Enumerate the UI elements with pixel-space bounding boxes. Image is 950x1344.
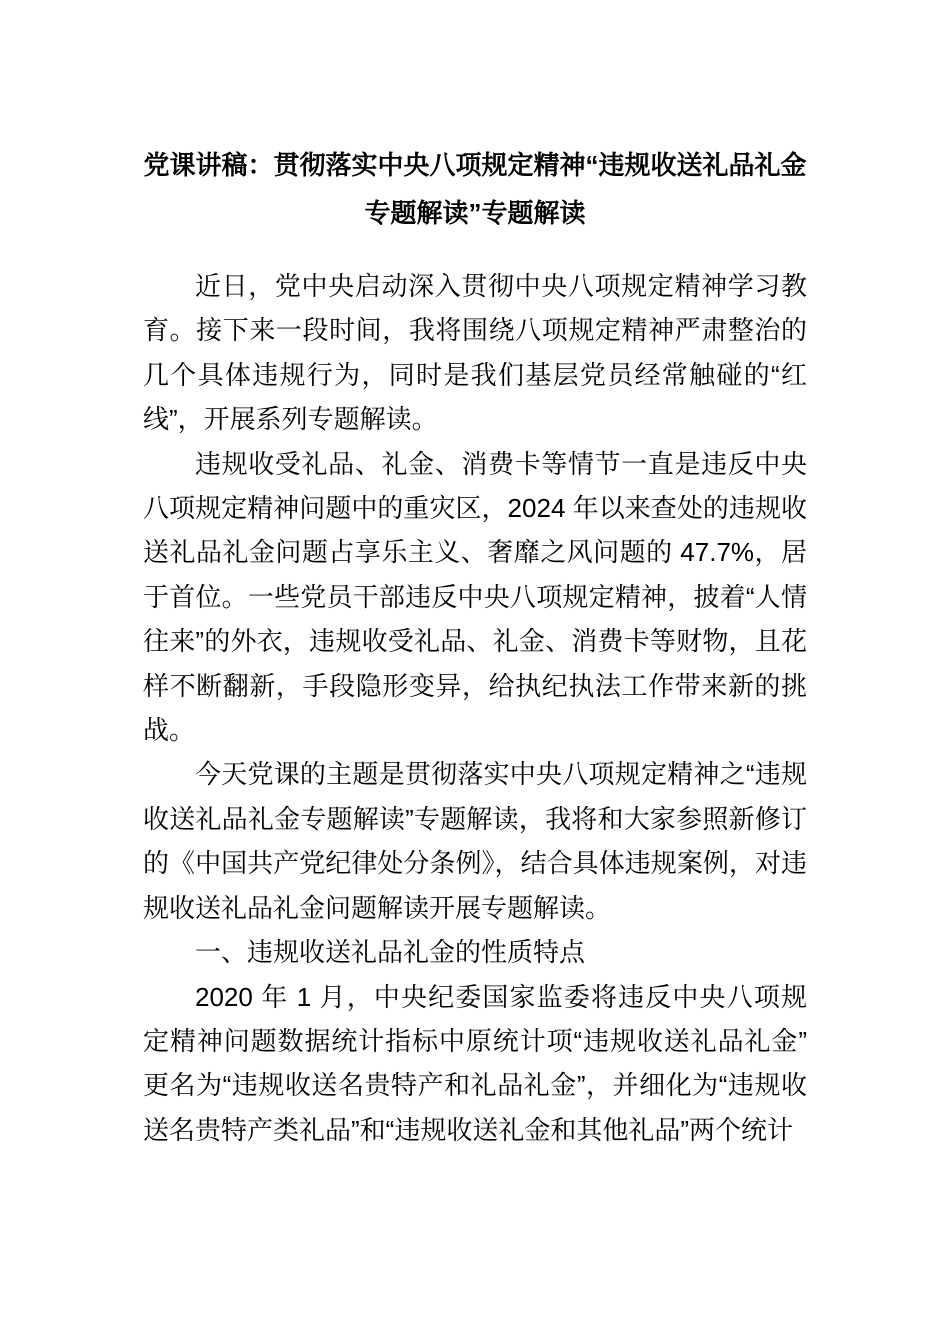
paragraph: 违规收受礼品、礼金、消费卡等情节一直是违反中央八项规定精神问题中的重灾区，2024 年以来查处的违规收送礼品礼金问题占享乐主义、奢靡之风问题的 47.7%，居于首位。一些党员干部违反中央八项规定精神，披着“人情往来”的外衣，违规收受礼品、礼金、消费卡等财物，且花样不断翻新，手段隐形变异，给执纪执法工作带来新的挑战。 [143, 448, 807, 746]
paragraph: 今天党课的主题是贯彻落实中央八项规定精神之“违规收送礼品礼金专题解读”专题解读，我将和大家参照新修订的《中国共产党纪律处分条例》，结合具体违规案例，对违规收送礼品礼金问题解读开展专题解读。 [143, 759, 807, 923]
paragraph: 近日，党中央启动深入贯彻中央八项规定精神学习教育。接下来一段时间，我将围绕八项规定精神严肃整治的几个具体违规行为，同时是我们基层党员经常触碰的“红线”，开展系列专题解读。 [143, 271, 807, 435]
document-title [129, 141, 821, 237]
paragraph: 2020 年 1 月，中央纪委国家监委将违反中央八项规定精神问题数据统计指标中原统计项“违规收送礼品礼金”更名为“违规收送名贵特产和礼品礼金”，并细化为“违规收送名贵特产类礼品”和“违规收送礼金和其他礼品”两个统计 [143, 981, 807, 1145]
document-title-line: 专题解读”专题解读 [364, 198, 586, 228]
section-heading: 一、违规收送礼品礼金的性质特点 [195, 937, 586, 968]
document-title-line: 党课讲稿：贯彻落实中央八项规定精神“违规收送礼品礼金 [143, 150, 807, 180]
document-body [143, 264, 807, 1152]
